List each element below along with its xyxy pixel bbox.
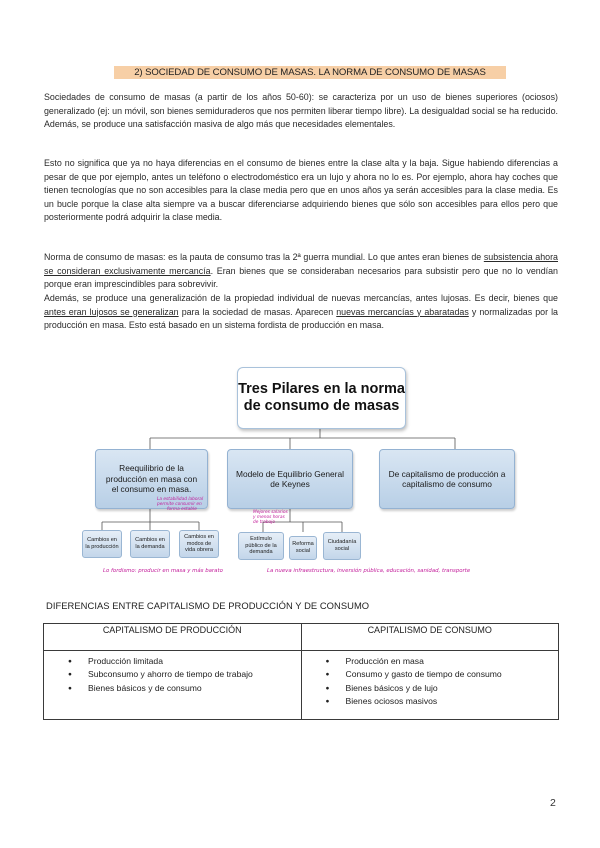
paragraph-ademas-text-a: Además, se produce una generalización de la propiedad individual de nuevas mercancías, antes lujosas. Es decir, bienes que: [44, 293, 558, 303]
paragraph-ademas-text-b: para la sociedad de masas. Aparecen: [178, 306, 337, 317]
paragraph-norma-text-b: . Eran bienes que se consideraban necesarios para subsistir pero que no lo vendían porque eran imprescindibles para sobrevivir.: [44, 265, 558, 290]
diagram-title-box: Tres Pilares en la norma de consumo de masas: [237, 367, 406, 429]
list-item: ● Bienes ociosos masivos: [346, 695, 559, 708]
paragraph-diferencias: Esto no significa que ya no haya diferencias en el consumo de bienes entre la clase alta y la baja. Sigue habiendo diferencias a pesar de que por ejemplo, antes un teléfono o electrodoméstico era un lujo y ahora no lo es. Por ejemplo, ahora hay coches que tienen tecnologías que no son accesibles para la clase media pero que en unos años ya serán accesibles para la clase media. Es un bucle porque la clase alta siempre va a buscar diferenciarse adquiriendo bienes que sólo son accesibles para ellos pero que posteriormente podrá adquirir la clase media.: [44, 158, 558, 223]
pillar-capitalismo: De capitalismo de producción a capitalismo de consumo: [379, 449, 515, 509]
header-capitalismo-produccion: CAPITALISMO DE PRODUCCIÓN: [44, 624, 302, 651]
sub-reforma-social: Reforma social: [289, 536, 317, 560]
cell-consumo: [301, 651, 559, 720]
sub-cambios-demanda: Cambios en la demanda: [130, 530, 170, 558]
header-capitalismo-consumo: CAPITALISMO DE CONSUMO: [301, 624, 559, 651]
list-item: ● Producción en masa: [346, 655, 559, 668]
paragraph-norma: [44, 251, 558, 292]
list-item: ● Bienes básicos y de consumo: [88, 682, 301, 695]
list-consumo: [302, 655, 559, 708]
list-item: ● Consumo y gasto de tiempo de consumo: [346, 668, 559, 681]
underlined-subsistencia: subsistencia ahora se consideran exclusivamente mercancía: [44, 252, 558, 276]
paragraph-ademas: [44, 292, 558, 333]
three-pillars-diagram: [75, 362, 550, 587]
table-row: [44, 651, 559, 720]
paragraph-sociedades: Sociedades de consumo de masas (a partir de los años 50-60): se caracteriza por un uso de bienes superiores (ociosos) generalizado (ej: un móvil, son bienes semiduraderos que nos permiten liberar tiempo libre). La desigualdad social se ha reducido. Además, se produce una satisfacción masiva de algo más que necesidades elementales.: [44, 92, 558, 130]
note-estabilidad-1: La estabilidad laboral: [157, 497, 204, 502]
note-infraestructura: La nueva infraestructura, inversión pública, educación, sanidad, transporte: [267, 568, 471, 574]
underlined-lujosos: antes eran lujosos se generalizan: [44, 306, 179, 317]
sub-cambios-vida-obrera: Cambios en modos de vida obrera: [179, 530, 219, 558]
underlined-nuevas-mercancias: nuevas mercancías y abaratadas: [336, 306, 469, 317]
sub-cambios-produccion: Cambios en la producción: [82, 530, 122, 558]
note-salarios-2: y menos horas: [253, 515, 285, 520]
note-fordismo: Lo fordismo: producir en masa y más barato: [103, 568, 223, 574]
table-header-row: [44, 624, 559, 651]
note-estabilidad-2: permite consumir en: [157, 502, 202, 507]
note-salarios-3: de trabajo: [253, 520, 276, 525]
note-salarios-1: Mejores salarios: [253, 510, 288, 515]
list-item: ● Producción limitada: [88, 655, 301, 668]
differences-title: DIFERENCIAS ENTRE CAPITALISMO DE PRODUCCIÓN Y DE CONSUMO: [46, 600, 370, 611]
note-estabilidad-3: forma estable: [167, 507, 197, 512]
differences-table: [43, 623, 559, 720]
cell-produccion: [44, 651, 302, 720]
pillar-keynes: Modelo de Equilibrio General de Keynes: [227, 449, 353, 509]
sub-ciudadania-social: Ciudadanía social: [323, 532, 361, 560]
list-item: ● Bienes básicos y de lujo: [346, 682, 559, 695]
paragraph-ademas-text-c: y normalizadas por la producción en masa. Esto está basado en un sistema fordista de producción en masa.: [44, 306, 558, 331]
sub-estimulo-publico: Estímulo público de la demanda: [238, 532, 284, 560]
list-produccion: [44, 655, 301, 695]
paragraph-norma-text-a: Norma de consumo de masas: es la pauta de consumo tras la 2ª guerra mundial. Lo que antes eran bienes de: [44, 252, 484, 262]
page-number: 2: [550, 797, 556, 809]
section-heading: 2) SOCIEDAD DE CONSUMO DE MASAS. LA NORMA DE CONSUMO DE MASAS: [114, 66, 506, 79]
pillar-reequilibrio: Reequilibrio de la producción en masa con el consumo en masa.: [95, 449, 208, 509]
list-item: ● Subconsumo y ahorro de tiempo de trabajo: [88, 668, 301, 681]
